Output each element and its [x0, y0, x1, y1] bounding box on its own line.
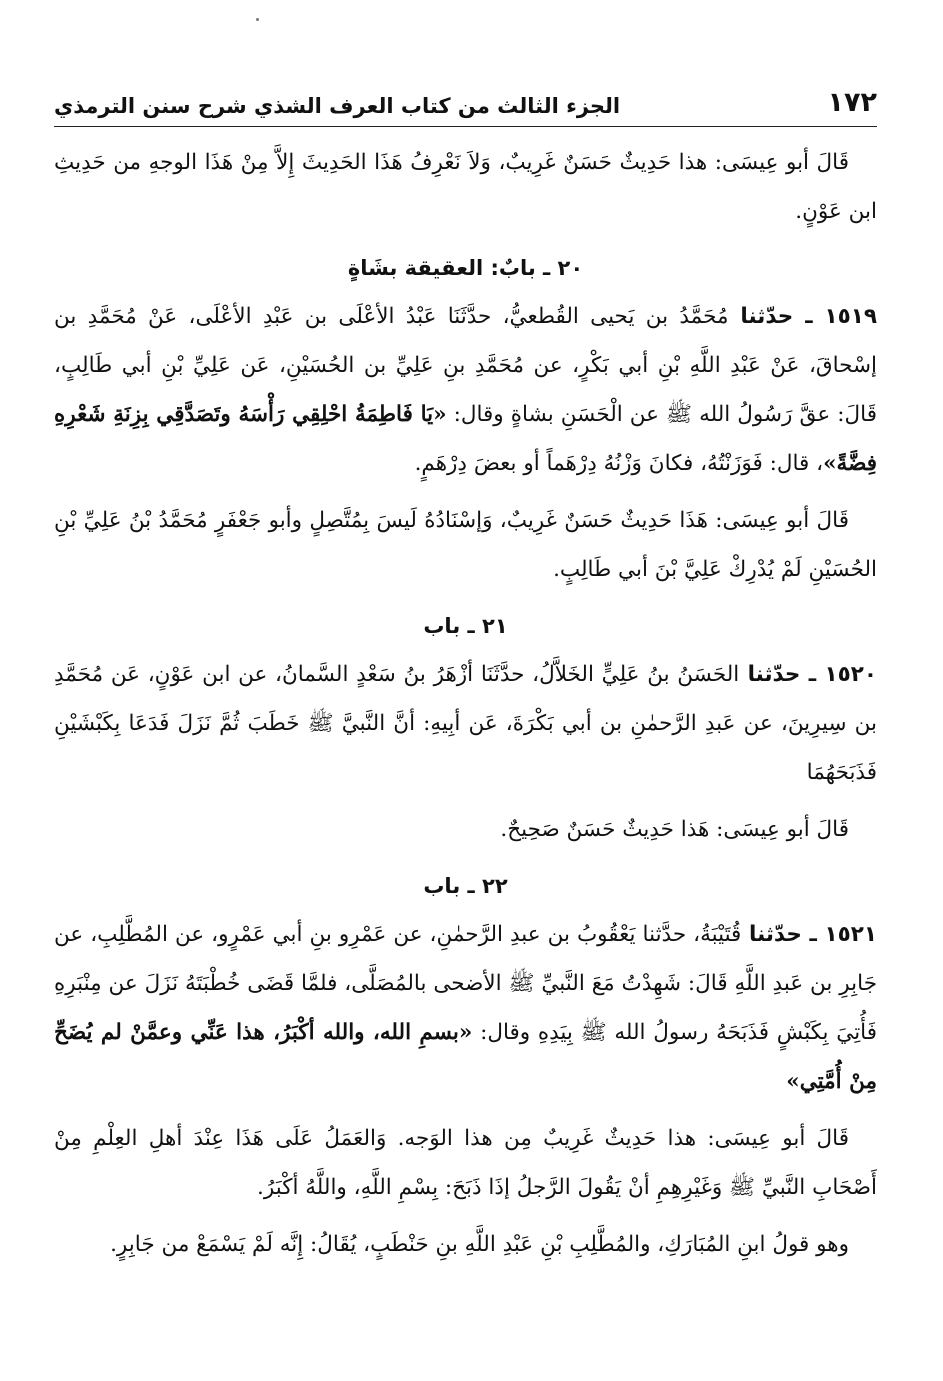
page-body	[54, 138, 877, 1277]
hadith-number: ١٥٢١	[824, 922, 877, 947]
paragraph-comment-1520: قَالَ أبو عِيسَى: هَذا حَدِيثٌ حَسَنٌ صَحِيحٌ.	[500, 817, 849, 842]
hadith-number: ١٥١٩	[824, 304, 878, 329]
scan-speck	[256, 18, 259, 21]
hadith-number: ١٥٢٠	[824, 662, 877, 687]
hadith-1519	[54, 292, 877, 488]
page-number: ١٧٢	[827, 87, 877, 118]
paragraph-comment-1519: قَالَ أبو عِيسَى: هَذَا حَدِيثٌ حَسَنٌ غَرِيبٌ، وَإسْنَادُهُ لَيسَ بِمُتَّصِلٍ وأبو جَعْفَرٍ مُحَمَّدُ بْنُ عَلِيِّ بْنِ الحُسَيْنِ لَمْ يُدْرِكْ عَلِيَّ بْنَ أبي طَالِبٍ.	[54, 508, 877, 582]
hadith-label: ـ حدّثنا	[728, 304, 825, 329]
hadith-quote: «بسمِ الله، والله أكْبَرُ، هذا عَنِّي وعمَّنْ لم يُضَحِّ مِنْ أُمَّتِي»	[54, 1020, 877, 1094]
hadith-label: ـ حدّثنا	[741, 922, 825, 947]
hadith-1520	[54, 650, 877, 797]
paragraph-final-note: وهو قولُ ابنِ المُبَارَكِ، والمُطَّلِبِ بْنِ عَبْدِ اللَّهِ بنِ حَنْطَبٍ، يُقَالُ: إِنَّه لَمْ يَسْمَعْ من جَابِرٍ.	[110, 1232, 849, 1257]
chapter-heading-22: ٢٢ ـ باب	[423, 874, 508, 898]
hadith-text: الحَسَنُ بنُ عَلِيٍّ الخَلاَّلُ، حدَّثَنَا أزْهَرُ بنُ سَعْدٍ السَّمانُ، عن ابن عَوْنٍ، عَن مُحَمَّدِ بن سِيرِينَ، عن عَبدِ الرَّحمٰنِ بن أبي بَكْرَةَ، عَن أبِيهِ: أنَّ النَّبيَّ ﷺ خَطَبَ ثُمَّ نَزَلَ فَدَعَا بِكَبْشَيْنِ فَذَبَحَهُمَا	[54, 662, 877, 785]
paragraph-comment-1521: قَالَ أبو عِيسَى: هذا حَدِيثٌ غَرِيبٌ مِن هذا الوَجه. وَالعَمَلُ عَلَى هَذَا عِنْدَ أهلِ العِلْمِ مِنْ أَصْحَابِ النَّبيِّ ﷺ وَغَيْرِهِمِ أنْ يَقُولَ الرَّجلُ إذَا ذَبَحَ: بِسْمِ اللَّهِ، واللَّهُ أكْبَرُ.	[54, 1126, 877, 1200]
hadith-text: قُتَيْبَةُ، حدَّثنا يَعْقُوبُ بن عبدِ الرَّحمٰنِ، عن عَمْرِو بنِ أبي عَمْرٍو، عن المُطَّلِبِ، عن جَابِرِ بن عَبدِ اللَّهِ قَالَ: شَهِدْتُ مَعَ النَّبيِّ ﷺ الأضحى بالمُصَلَّى، فلمَّا قَضَى خُطْبَتَهُ نَزَلَ عن مِنْبَرِهِ فَأُتِيَ بِكَبْشٍ فَذَبَحَهُ رسولُ الله ﷺ بِيَدِهِ وقال:	[54, 922, 878, 1045]
hadith-text: مُحَمَّدُ بن يَحيى القُطعيُّ، حدَّثَنَا عَبْدُ الأعْلَى بن عَبْدِ الأعْلَى، عَنْ مُحَمَّدِ بن إسْحاقَ، عَنْ عَبْدِ اللَّهِ بْنِ أبي بَكْرٍ، عن مُحَمَّدِ بنِ عَلِيِّ بن الحُسَيْنِ، عَن عَلِيِّ بْنِ أبي طَالِبٍ، قَالَ: عقَّ رَسُولُ الله ﷺ عن الْحَسَنِ بشاةٍ وقال:	[54, 304, 877, 427]
page-header	[54, 70, 877, 127]
paragraph-comment-previous: قَالَ أبو عِيسَى: هذا حَدِيثٌ حَسَنٌ غَرِيبٌ، وَلاَ نَعْرِفُ هَذَا الحَدِيثَ إِلاَّ مِنْ هَذَا الوجهِ من حَدِيثِ ابن عَوْنٍ.	[54, 150, 877, 224]
hadith-quote: «يَا فَاطِمَةُ احْلِقِي رَأْسَهُ وتَصَدَّقِي بِزِنَةِ شَعْرِهِ فِضَّةً»	[54, 402, 877, 476]
hadith-label: ـ حدّثنا	[739, 662, 825, 687]
chapter-heading-20: ٢٠ ـ بابٌ: العقيقة بشَاةٍ	[347, 256, 584, 280]
running-title: الجزء الثالث من كتاب العرف الشذي شرح سنن الترمذي	[54, 94, 621, 118]
hadith-text-end: ، قال: فَوَزَنْتُهُ، فكانَ وَزْنُهُ دِرْهَماً أو بعضَ دِرْهَمٍ.	[414, 451, 824, 476]
hadith-1521	[54, 910, 877, 1106]
chapter-heading-21: ٢١ ـ باب	[423, 614, 508, 638]
